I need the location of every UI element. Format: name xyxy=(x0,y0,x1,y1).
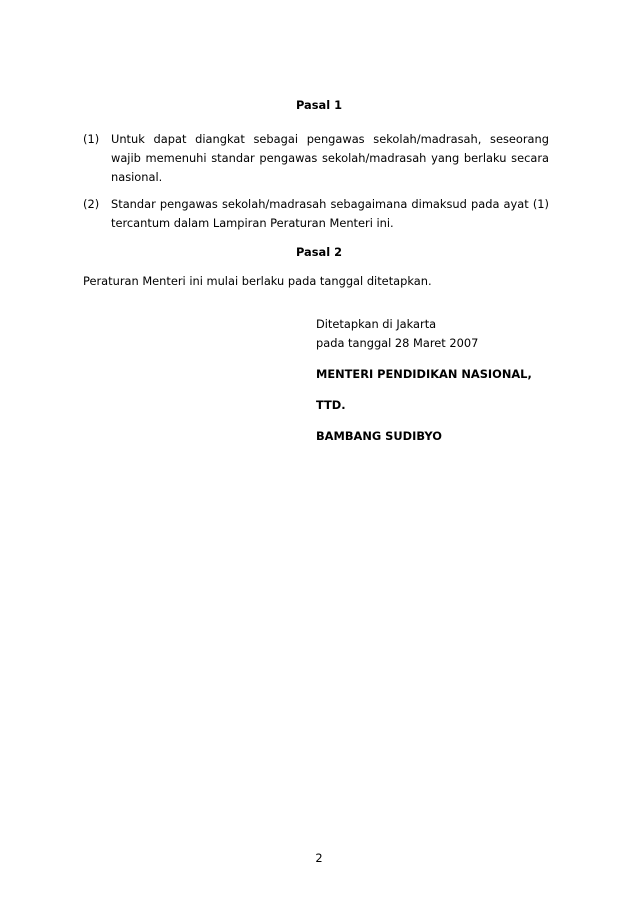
signature-title: MENTERI PENDIDIKAN NASIONAL, xyxy=(316,367,532,381)
pasal-2-text: Peraturan Menteri ini mulai berlaku pada tanggal ditetapkan. xyxy=(83,274,432,288)
pasal-1-item-1 xyxy=(83,130,549,187)
signature-place: Ditetapkan di Jakarta xyxy=(316,317,437,331)
item-text: Untuk dapat diangkat sebagai pengawas sekolah/madrasah, seseorang wajib memenuhi standar pengawas sekolah/madrasah yang berlaku secara nasional. xyxy=(111,132,549,184)
pasal-1-item-2 xyxy=(83,195,549,233)
signature-signed: TTD. xyxy=(316,398,346,412)
item-number: (2) xyxy=(83,197,100,211)
page-number: 2 xyxy=(315,851,323,865)
pasal-1-heading: Pasal 1 xyxy=(296,98,342,112)
signature-date: pada tanggal 28 Maret 2007 xyxy=(316,336,479,350)
pasal-2-heading: Pasal 2 xyxy=(296,245,342,259)
item-text: Standar pengawas sekolah/madrasah sebagaimana dimaksud pada ayat (1) tercantum dalam Lampiran Peraturan Menteri ini. xyxy=(111,197,549,230)
item-number: (1) xyxy=(83,132,100,146)
signatory-name: BAMBANG SUDIBYO xyxy=(316,429,442,443)
